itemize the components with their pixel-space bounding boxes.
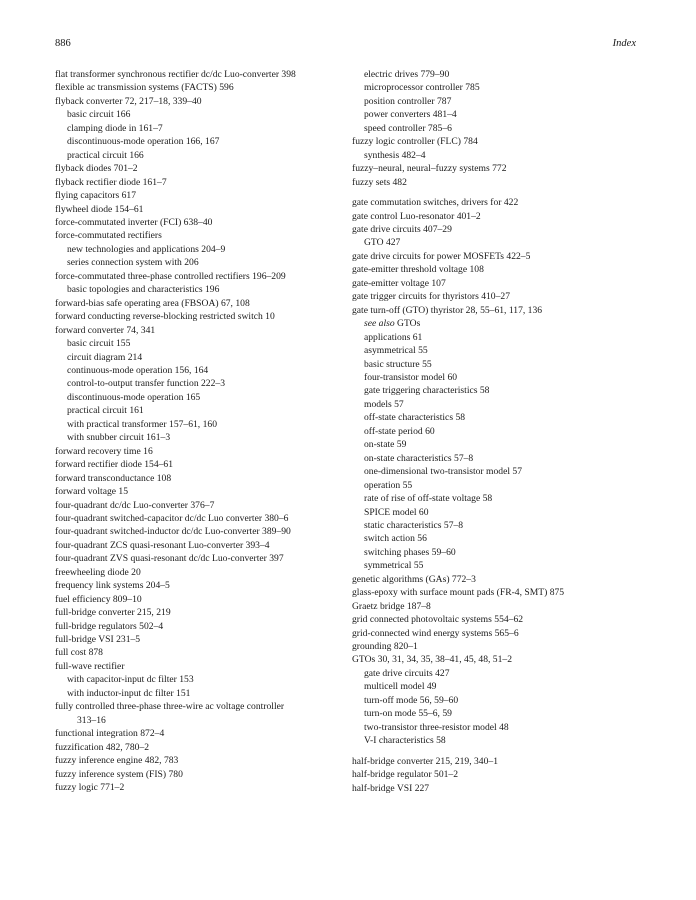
index-subentry <box>352 344 644 357</box>
index-subentry <box>55 687 347 700</box>
entry-text: control-to-output transfer function 222–3 <box>67 378 225 390</box>
index-entry <box>55 539 347 552</box>
entry-text: gate commutation switches, drivers for 422 <box>352 197 519 209</box>
index-entry <box>352 304 644 317</box>
index-subentry <box>352 438 644 451</box>
index-subentry <box>352 519 644 532</box>
index-subentry <box>352 506 644 519</box>
index-entry <box>55 525 347 538</box>
index-entry <box>55 727 347 740</box>
entry-text: on-state characteristics 57–8 <box>364 452 474 464</box>
entry-text: multicell model 49 <box>364 681 437 693</box>
index-subentry <box>55 122 347 135</box>
index-entry <box>55 445 347 458</box>
entry-text: gate-emitter voltage 107 <box>352 277 446 289</box>
index-entry <box>55 203 347 216</box>
index-entry <box>55 579 347 592</box>
index-entry <box>55 297 347 310</box>
entry-text: applications 61 <box>364 331 423 343</box>
index-entry <box>55 310 347 323</box>
index-subentry <box>352 425 644 438</box>
index-subentry <box>352 734 644 747</box>
index-entry <box>352 755 644 768</box>
index-entry <box>55 485 347 498</box>
entry-text: position controller 787 <box>364 95 452 107</box>
index-subentry <box>352 236 644 249</box>
index-entry <box>352 196 644 209</box>
index-entry <box>55 566 347 579</box>
entry-text: models 57 <box>364 398 404 410</box>
entry-text: series connection system with 206 <box>67 257 199 269</box>
index-subentry <box>352 331 644 344</box>
index-subentry <box>352 108 644 121</box>
entry-text: fuzzy–neural, neural–fuzzy systems 772 <box>352 163 507 175</box>
index-subentry <box>352 465 644 478</box>
entry-text: GTOs <box>397 318 421 330</box>
index-subentry <box>352 371 644 384</box>
index-entry <box>55 458 347 471</box>
entry-text: basic topologies and characteristics 196 <box>67 284 220 296</box>
section-gap <box>352 189 644 196</box>
index-subentry <box>55 364 347 377</box>
index-entry <box>55 741 347 754</box>
index-subentry <box>352 492 644 505</box>
section-title: Index <box>612 38 636 49</box>
index-subentry <box>352 680 644 693</box>
entry-text: flyback diodes 701–2 <box>55 163 138 175</box>
entry-text: with capacitor-input dc filter 153 <box>67 674 194 686</box>
index-subentry <box>352 667 644 680</box>
index-subentry <box>352 398 644 411</box>
entry-text: switch action 56 <box>364 533 427 545</box>
entry-text: grid-connected wind energy systems 565–6 <box>352 627 519 639</box>
entry-text: new technologies and applications 204–9 <box>67 243 226 255</box>
entry-text: power converters 481–4 <box>364 109 457 121</box>
entry-text: with inductor-input dc filter 151 <box>67 687 191 699</box>
entry-text: fuzzy inference engine 482, 783 <box>55 755 179 767</box>
entry-text: fuzzy sets 482 <box>352 176 407 188</box>
index-entry <box>352 263 644 276</box>
entry-text: force-commutated inverter (FCI) 638–40 <box>55 216 213 228</box>
index-column-left <box>55 68 347 794</box>
index-subentry <box>352 559 644 572</box>
index-entry <box>352 573 644 586</box>
entry-text: fuzzy inference system (FIS) 780 <box>55 768 183 780</box>
entry-text: off-state period 60 <box>364 425 435 437</box>
entry-text: GTOs 30, 31, 34, 35, 38–41, 45, 48, 51–2 <box>352 654 512 666</box>
index-entry <box>55 552 347 565</box>
entry-text: one-dimensional two-transistor model 57 <box>364 466 523 478</box>
index-subentry <box>55 418 347 431</box>
entry-text: turn-off mode 56, 59–60 <box>364 694 459 706</box>
entry-text: forward recovery time 16 <box>55 445 153 457</box>
entry-text: flat transformer synchronous rectifier dc/dc Luo-converter 398 <box>55 69 296 80</box>
entry-text: half-bridge converter 215, 219, 340–1 <box>352 755 498 767</box>
entry-text: forward rectifier diode 154–61 <box>55 459 174 471</box>
index-entry <box>352 223 644 236</box>
entry-text: static characteristics 57–8 <box>364 519 464 531</box>
index-entry <box>55 189 347 202</box>
index-entry <box>55 229 347 242</box>
index-subentry <box>55 135 347 148</box>
entry-text: speed controller 785–6 <box>364 122 452 134</box>
entry-text: operation 55 <box>364 479 413 491</box>
index-entry <box>55 646 347 659</box>
entry-text: V-I characteristics 58 <box>364 735 446 747</box>
see-also-label: see also <box>364 318 398 330</box>
entry-text: flying capacitors 617 <box>55 190 136 202</box>
entry-text: four-quadrant dc/dc Luo-converter 376–7 <box>55 499 215 511</box>
entry-text: frequency link systems 204–5 <box>55 580 170 592</box>
entry-text: four-transistor model 60 <box>364 371 458 383</box>
index-subentry <box>55 351 347 364</box>
entry-text: genetic algorithms (GAs) 772–3 <box>352 573 476 585</box>
entry-text: four-quadrant ZVS quasi-resonant dc/dc Luo-converter 397 <box>55 553 284 565</box>
entry-text: glass-epoxy with surface mount pads (FR-4, SMT) 875 <box>352 587 565 599</box>
index-subentry <box>352 479 644 492</box>
index-entry <box>352 627 644 640</box>
index-subentry <box>352 358 644 371</box>
index-entry <box>55 162 347 175</box>
index-entry <box>55 472 347 485</box>
index-entry <box>352 176 644 189</box>
entry-text: full-wave rectifier <box>55 660 125 672</box>
entry-text: forward-bias safe operating area (FBSOA) 67, 108 <box>55 297 250 309</box>
index-subentry <box>55 283 347 296</box>
section-gap <box>352 748 644 755</box>
entry-text: electric drives 779–90 <box>364 69 450 80</box>
index-subentry <box>55 391 347 404</box>
index-entry <box>352 782 644 795</box>
entry-text: asymmetrical 55 <box>364 345 428 357</box>
index-column-right <box>352 68 644 795</box>
entry-text: half-bridge VSI 227 <box>352 782 430 794</box>
entry-text: grid connected photovoltaic systems 554–62 <box>352 614 524 626</box>
index-subentry <box>352 95 644 108</box>
index-subentry <box>352 81 644 94</box>
index-subentry <box>55 337 347 350</box>
entry-text: flywheel diode 154–61 <box>55 203 144 215</box>
entry-text: fully controlled three-phase three-wire ac voltage controller <box>55 701 285 713</box>
entry-text: with practical transformer 157–61, 160 <box>67 418 217 430</box>
index-subentry <box>55 243 347 256</box>
entry-text: functional integration 872–4 <box>55 728 165 740</box>
entry-text: with snubber circuit 161–3 <box>67 432 171 444</box>
entry-text: fuzzy logic controller (FLC) 784 <box>352 136 478 148</box>
index-entry <box>55 216 347 229</box>
index-entry <box>55 68 347 81</box>
index-entry <box>55 660 347 673</box>
entry-text: gate trigger circuits for thyristors 410–27 <box>352 291 510 303</box>
index-entry <box>352 277 644 290</box>
index-entry <box>352 135 644 148</box>
index-subentry <box>55 256 347 269</box>
index-subentry <box>352 384 644 397</box>
entry-text: turn-on mode 55–6, 59 <box>364 708 452 720</box>
entry-text: gate drive circuits for power MOSFETs 422–5 <box>352 250 531 262</box>
entry-text: full-bridge regulators 502–4 <box>55 620 164 632</box>
index-entry <box>352 600 644 613</box>
index-entry <box>55 176 347 189</box>
entry-text: freewheeling diode 20 <box>55 566 141 578</box>
index-entry <box>352 613 644 626</box>
entry-text: on-state 59 <box>364 439 407 451</box>
index-entry <box>55 324 347 337</box>
entry-text: forward conducting reverse-blocking restricted switch 10 <box>55 311 275 323</box>
entry-text: basic circuit 155 <box>67 338 131 350</box>
entry-text: gate drive circuits 407–29 <box>352 223 452 235</box>
index-subentry <box>55 149 347 162</box>
entry-text: forward voltage 15 <box>55 486 128 498</box>
entry-text: four-quadrant ZCS quasi-resonant Luo-converter 393–4 <box>55 539 270 551</box>
entry-text: flyback rectifier diode 161–7 <box>55 176 167 188</box>
entry-text: microprocessor controller 785 <box>364 82 480 94</box>
index-subentry <box>352 317 644 330</box>
entry-text: gate-emitter threshold voltage 108 <box>352 264 484 276</box>
entry-text: full-bridge converter 215, 219 <box>55 607 171 619</box>
index-entry <box>55 754 347 767</box>
index-subentry <box>55 404 347 417</box>
entry-text: gate drive circuits 427 <box>364 667 450 679</box>
index-subentry <box>352 532 644 545</box>
index-entry <box>352 210 644 223</box>
entry-text: fuzzy logic 771–2 <box>55 782 125 794</box>
entry-text: basic circuit 166 <box>67 109 131 121</box>
entry-text: full-bridge VSI 231–5 <box>55 634 141 646</box>
index-entry <box>352 653 644 666</box>
index-entry <box>55 81 347 94</box>
entry-text: grounding 820–1 <box>352 641 418 653</box>
index-entry <box>55 593 347 606</box>
entry-text: continuous-mode operation 156, 164 <box>67 364 209 376</box>
entry-text: discontinuous-mode operation 166, 167 <box>67 136 220 148</box>
entry-text: clamping diode in 161–7 <box>67 122 163 134</box>
index-entry <box>352 768 644 781</box>
index-subentry <box>55 377 347 390</box>
index-entry <box>55 512 347 525</box>
entry-text: fuzzification 482, 780–2 <box>55 741 150 753</box>
index-entry <box>55 700 347 713</box>
entry-text: GTO 427 <box>364 237 401 249</box>
entry-text: practical circuit 166 <box>67 149 144 161</box>
index-entry <box>55 270 347 283</box>
page-number: 886 <box>55 38 71 49</box>
entry-text: force-commutated rectifiers <box>55 230 162 242</box>
index-subentry <box>352 411 644 424</box>
entry-text: forward converter 74, 341 <box>55 324 156 336</box>
index-entry <box>352 586 644 599</box>
entry-text: circuit diagram 214 <box>67 351 143 363</box>
entry-text: gate turn-off (GTO) thyristor 28, 55–61, 117, 136 <box>352 304 543 316</box>
index-entry <box>352 640 644 653</box>
entry-text: gate control Luo-resonator 401–2 <box>352 210 481 222</box>
entry-text: basic structure 55 <box>364 358 432 370</box>
index-subentry <box>352 694 644 707</box>
index-subentry <box>352 721 644 734</box>
entry-text: force-commutated three-phase controlled rectifiers 196–209 <box>55 270 286 282</box>
entry-text: two-transistor three-resistor model 48 <box>364 721 509 733</box>
entry-text: rate of rise of off-state voltage 58 <box>364 493 493 505</box>
index-subentry <box>55 714 347 727</box>
index-subentry <box>55 108 347 121</box>
index-entry <box>55 781 347 794</box>
entry-text: flexible ac transmission systems (FACTS) 596 <box>55 82 234 94</box>
entry-text: off-state characteristics 58 <box>364 412 466 424</box>
entry-text: flyback converter 72, 217–18, 339–40 <box>55 95 202 107</box>
index-subentry <box>352 546 644 559</box>
entry-text: synthesis 482–4 <box>364 149 426 161</box>
entry-text: practical circuit 161 <box>67 405 144 417</box>
index-entry <box>352 162 644 175</box>
index-subentry <box>352 149 644 162</box>
entry-text: Graetz bridge 187–8 <box>352 600 431 612</box>
entry-text: forward transconductance 108 <box>55 472 172 484</box>
entry-text: four-quadrant switched-inductor dc/dc Luo-converter 389–90 <box>55 526 291 538</box>
index-subentry <box>55 673 347 686</box>
entry-text: fuel efficiency 809–10 <box>55 593 142 605</box>
entry-text: switching phases 59–60 <box>364 546 456 558</box>
index-entry <box>55 620 347 633</box>
page-header <box>55 38 636 52</box>
index-subentry <box>352 452 644 465</box>
index-subentry <box>55 431 347 444</box>
index-subentry <box>352 707 644 720</box>
index-subentry <box>352 122 644 135</box>
entry-text: full cost 878 <box>55 647 103 659</box>
index-entry <box>352 290 644 303</box>
index-entry <box>55 606 347 619</box>
entry-text: gate triggering characteristics 58 <box>364 385 490 397</box>
index-entry <box>55 499 347 512</box>
index-entry <box>352 250 644 263</box>
index-subentry <box>352 68 644 81</box>
entry-text: symmetrical 55 <box>364 560 424 572</box>
index-entry <box>55 633 347 646</box>
index-entry <box>55 768 347 781</box>
entry-text: four-quadrant switched-capacitor dc/dc Luo converter 380–6 <box>55 512 289 524</box>
entry-text: 313–16 <box>77 714 106 726</box>
entry-text: SPICE model 60 <box>364 506 429 518</box>
index-entry <box>55 95 347 108</box>
entry-text: discontinuous-mode operation 165 <box>67 391 201 403</box>
entry-text: half-bridge regulator 501–2 <box>352 769 459 781</box>
